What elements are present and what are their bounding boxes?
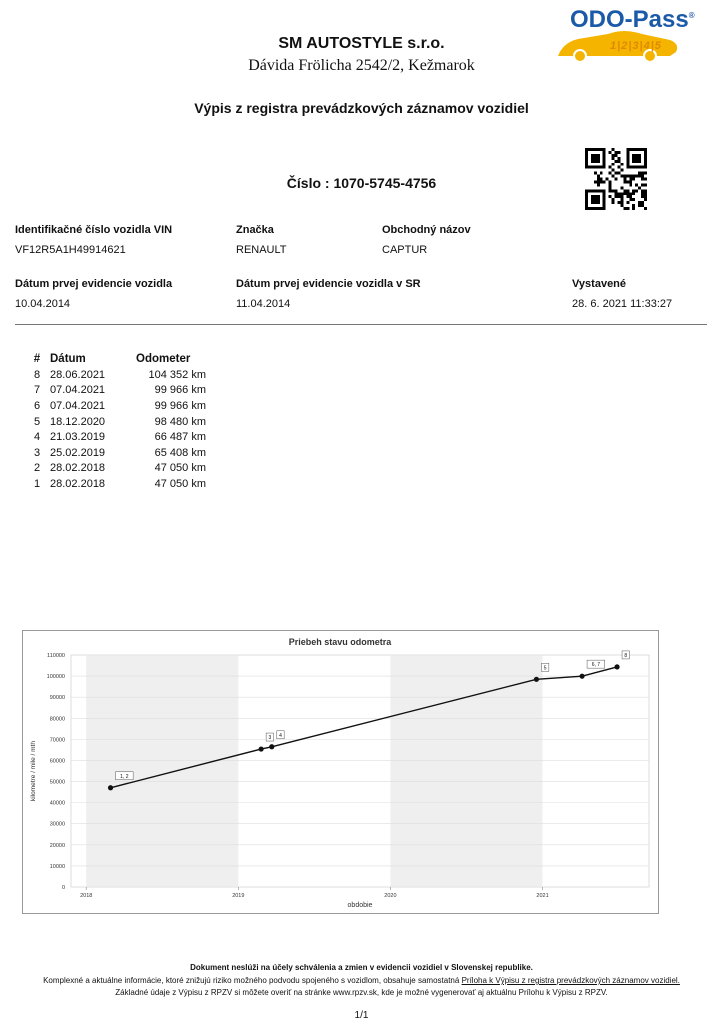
record-number: 1 <box>33 477 41 490</box>
point-label: 6, 7 <box>591 662 601 669</box>
odo-pass-logo <box>550 6 710 66</box>
table-row <box>28 476 206 492</box>
y-tick-label: 110000 <box>47 653 65 659</box>
y-tick-label: 70000 <box>49 737 65 744</box>
point-label: 4 <box>279 732 282 739</box>
document-title: Výpis z registra prevádzkových záznamov vozidiel <box>194 100 529 116</box>
record-number: 7 <box>33 384 41 397</box>
record-date: 07.04.2021 <box>50 399 106 412</box>
table-row <box>28 398 206 414</box>
record-date: 21.03.2019 <box>50 431 106 444</box>
record-odometer: 104 352 km <box>148 368 206 381</box>
x-tick-label: 2018 <box>80 893 93 899</box>
company-address: Dávida Frölicha 2542/2, Kežmarok <box>248 57 475 74</box>
footer-attachment-link[interactable]: Príloha k Výpisu z registra prevádzkových záznamov vozidiel. <box>461 976 680 985</box>
record-odometer: 47 050 km <box>154 462 206 475</box>
table-row <box>28 414 206 430</box>
qr-code-icon <box>585 148 647 210</box>
x-axis-label: obdobie <box>347 902 373 909</box>
year-band <box>390 655 542 887</box>
first-reg-sr-label: Dátum prvej evidencie vozidla v SR <box>236 278 421 290</box>
brand-value: RENAULT <box>236 244 287 256</box>
odometer-chart <box>22 630 659 914</box>
issued-label: Vystavené <box>572 278 627 290</box>
footer-verify: Základné údaje z Výpisu z RPZV si môžete overiť na stránke www.rpzv.sk, kde je možné vygenerovať aj aktuálnu Prílohu k Výpisu z RPZV. <box>115 988 608 997</box>
table-row <box>28 445 206 461</box>
model-label: Obchodný názov <box>382 224 471 236</box>
col-header-odometer: Odometer <box>136 353 191 365</box>
vin-value: VF12R5A1H49914621 <box>15 244 126 256</box>
y-tick-label: 80000 <box>49 716 65 723</box>
first-reg-sr-value: 11.04.2014 <box>236 298 291 310</box>
record-odometer: 47 050 km <box>154 477 206 490</box>
table-header-row <box>28 353 206 367</box>
model-value: CAPTUR <box>382 244 428 256</box>
x-tick-label: 2019 <box>232 893 245 899</box>
point-label: 8 <box>624 652 628 659</box>
vin-label: Identifikačné číslo vozidla VIN <box>15 224 173 236</box>
record-odometer: 99 966 km <box>154 384 206 397</box>
divider <box>15 324 707 325</box>
record-date: 07.04.2021 <box>50 384 106 397</box>
col-header-date: Dátum <box>50 353 86 365</box>
col-header-number: # <box>33 353 41 365</box>
company-name: SM AUTOSTYLE s.r.o. <box>278 35 445 52</box>
y-tick-label: 20000 <box>49 842 65 849</box>
footer-info <box>0 976 723 985</box>
x-tick-label: 2020 <box>384 893 397 899</box>
first-reg-label: Dátum prvej evidencie vozidla <box>15 278 173 290</box>
logo-registered: ® <box>688 11 695 20</box>
table-row <box>28 367 206 383</box>
record-date: 25.02.2019 <box>50 446 106 459</box>
document-number: Číslo : 1070-5745-4756 <box>286 175 437 191</box>
y-tick-label: 90000 <box>49 695 65 702</box>
point-label: 3 <box>268 735 272 742</box>
record-number: 5 <box>33 415 41 428</box>
first-reg-value: 10.04.2014 <box>15 298 71 310</box>
data-point <box>259 746 264 751</box>
record-number: 2 <box>33 462 41 475</box>
record-date: 28.06.2021 <box>50 368 106 381</box>
y-tick-label: 0 <box>61 885 65 891</box>
record-date: 18.12.2020 <box>50 415 106 428</box>
data-point <box>108 785 113 790</box>
y-tick-label: 30000 <box>49 821 65 828</box>
issued-value: 28. 6. 2021 11:33:27 <box>572 298 673 310</box>
record-odometer: 98 480 km <box>154 415 206 428</box>
record-date: 28.02.2018 <box>50 477 106 490</box>
record-date: 28.02.2018 <box>50 462 106 475</box>
point-label: 5 <box>543 665 547 672</box>
y-tick-label: 10000 <box>49 863 65 870</box>
year-band <box>86 655 238 887</box>
record-odometer: 66 487 km <box>154 431 206 444</box>
record-number: 6 <box>33 399 41 412</box>
table-row <box>28 429 206 445</box>
brand-label: Značka <box>236 224 274 236</box>
x-tick-label: 2021 <box>536 893 549 899</box>
record-number: 3 <box>33 446 41 459</box>
record-number: 4 <box>33 431 41 444</box>
data-point <box>534 677 539 682</box>
y-tick-label: 40000 <box>49 800 65 807</box>
y-tick-label: 100000 <box>46 674 65 681</box>
y-tick-label: 50000 <box>49 779 65 786</box>
y-tick-label: 60000 <box>49 758 65 765</box>
record-odometer: 99 966 km <box>154 399 206 412</box>
data-point <box>579 674 584 679</box>
footer-info-text: Komplexné a aktuálne informácie, ktoré znižujú riziko možného podvodu spojeného s vozidlom, obsahuje samostatná <box>43 976 460 985</box>
chart-title: Priebeh stavu odometra <box>288 637 392 647</box>
table-row <box>28 383 206 399</box>
chart-svg <box>23 631 658 913</box>
table-row <box>28 461 206 477</box>
record-number: 8 <box>33 368 41 381</box>
logo-text: ODO-Pass <box>570 6 689 33</box>
record-odometer: 65 408 km <box>154 446 206 459</box>
footer-disclaimer: Dokument neslúži na účely schválenia a zmien v evidencii vozidiel v Slovenskej republike. <box>190 963 533 972</box>
page-number: 1/1 <box>354 1010 369 1021</box>
odometer-table <box>28 353 206 492</box>
point-label: 1, 2 <box>120 773 129 780</box>
data-point <box>269 744 274 749</box>
data-point <box>614 664 619 669</box>
logo-sub: 1|2|3|4|5 <box>610 40 662 52</box>
y-axis-label: kilometre / mile / mth <box>30 741 37 801</box>
